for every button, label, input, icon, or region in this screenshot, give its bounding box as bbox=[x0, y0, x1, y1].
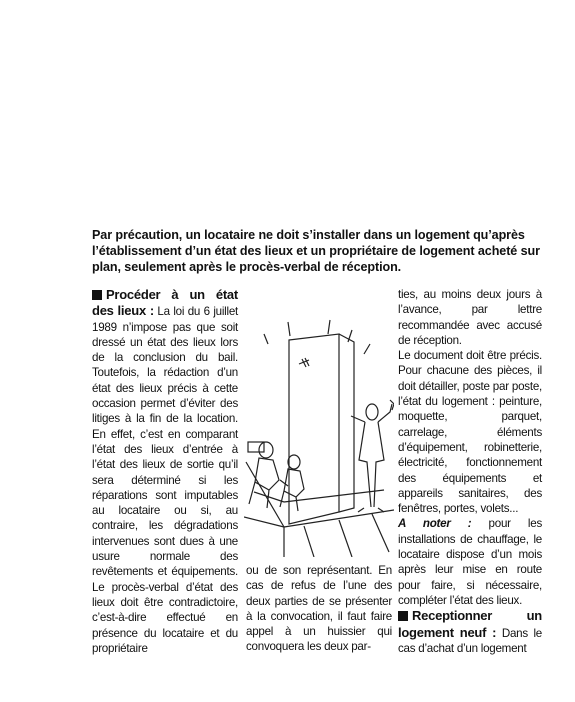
section-heading-2: Receptionner un logement neuf : bbox=[398, 608, 542, 640]
note-label: A noter : bbox=[398, 517, 472, 531]
illustration-image bbox=[244, 312, 394, 557]
column-3 bbox=[398, 287, 542, 656]
column-1 bbox=[92, 287, 238, 656]
col3-paragraph-1: ties, au moins deux jours à l’avance, par lettre recommandée avec accusé de réception. bbox=[398, 288, 542, 347]
square-bullet-icon bbox=[92, 290, 102, 300]
col3-paragraph-2: Le document doit être précis. Pour chacune des pièces, il doit détailler, poste par poste, l’état du logement : peinture, moquette, parquet, carrelage, éléments d’équipement, robinetterie, électricité, fonctionnement des équipements et appareils sanitaires, des fenêtres, portes, volets... bbox=[398, 349, 542, 516]
square-bullet-icon bbox=[398, 611, 408, 621]
note-paragraph bbox=[398, 516, 542, 608]
column-2 bbox=[246, 563, 392, 655]
intro-paragraph: Par précaution, un locataire ne doit s’installer dans un logement qu’après l’établissement d’un état des lieux et un propriétaire de logement acheté sur plan, seulement après le procès-verbal de réception. bbox=[92, 228, 540, 274]
section-receptionner bbox=[398, 608, 542, 656]
section-body: La loi du 6 juillet 1989 n’impose pas que soit dressé un état des lieux lors de la conclusion du bail. Toutefois, la rédaction d’un état des lieux précis à cette occasion permet d’éviter des litiges à la fin de la location. En effet, c’est en comparant l’état des lieux d’entrée à l’état des lieux de sortie qu’il sera déterminé si les réparations sont imputables au locataire ou si, au contraire, les dégradations intervenues sont dues à une usure normale des revêtements et équipements. Le procès-verbal d’état des lieux doit être contradictoire, c’est-à-dire effectué en présence du locataire et du propriétaire bbox=[92, 305, 238, 655]
note-body: pour les installations de chauffage, le locataire dispose d’un mois après leur mise en route pour faire, si nécessaire, compléter l’état des lieux. bbox=[398, 517, 543, 607]
section-body-2: Dans le cas d’achat d’un logement bbox=[398, 626, 542, 655]
col2-paragraph: ou de son représentant. En cas de refus de l’une des deux parties de se présenter à la convocation, il faut faire appel à un huissier qui convoquera les deux par- bbox=[246, 564, 392, 654]
section-proceder bbox=[92, 287, 238, 656]
section-heading: Procéder à un état des lieux : bbox=[92, 287, 238, 319]
